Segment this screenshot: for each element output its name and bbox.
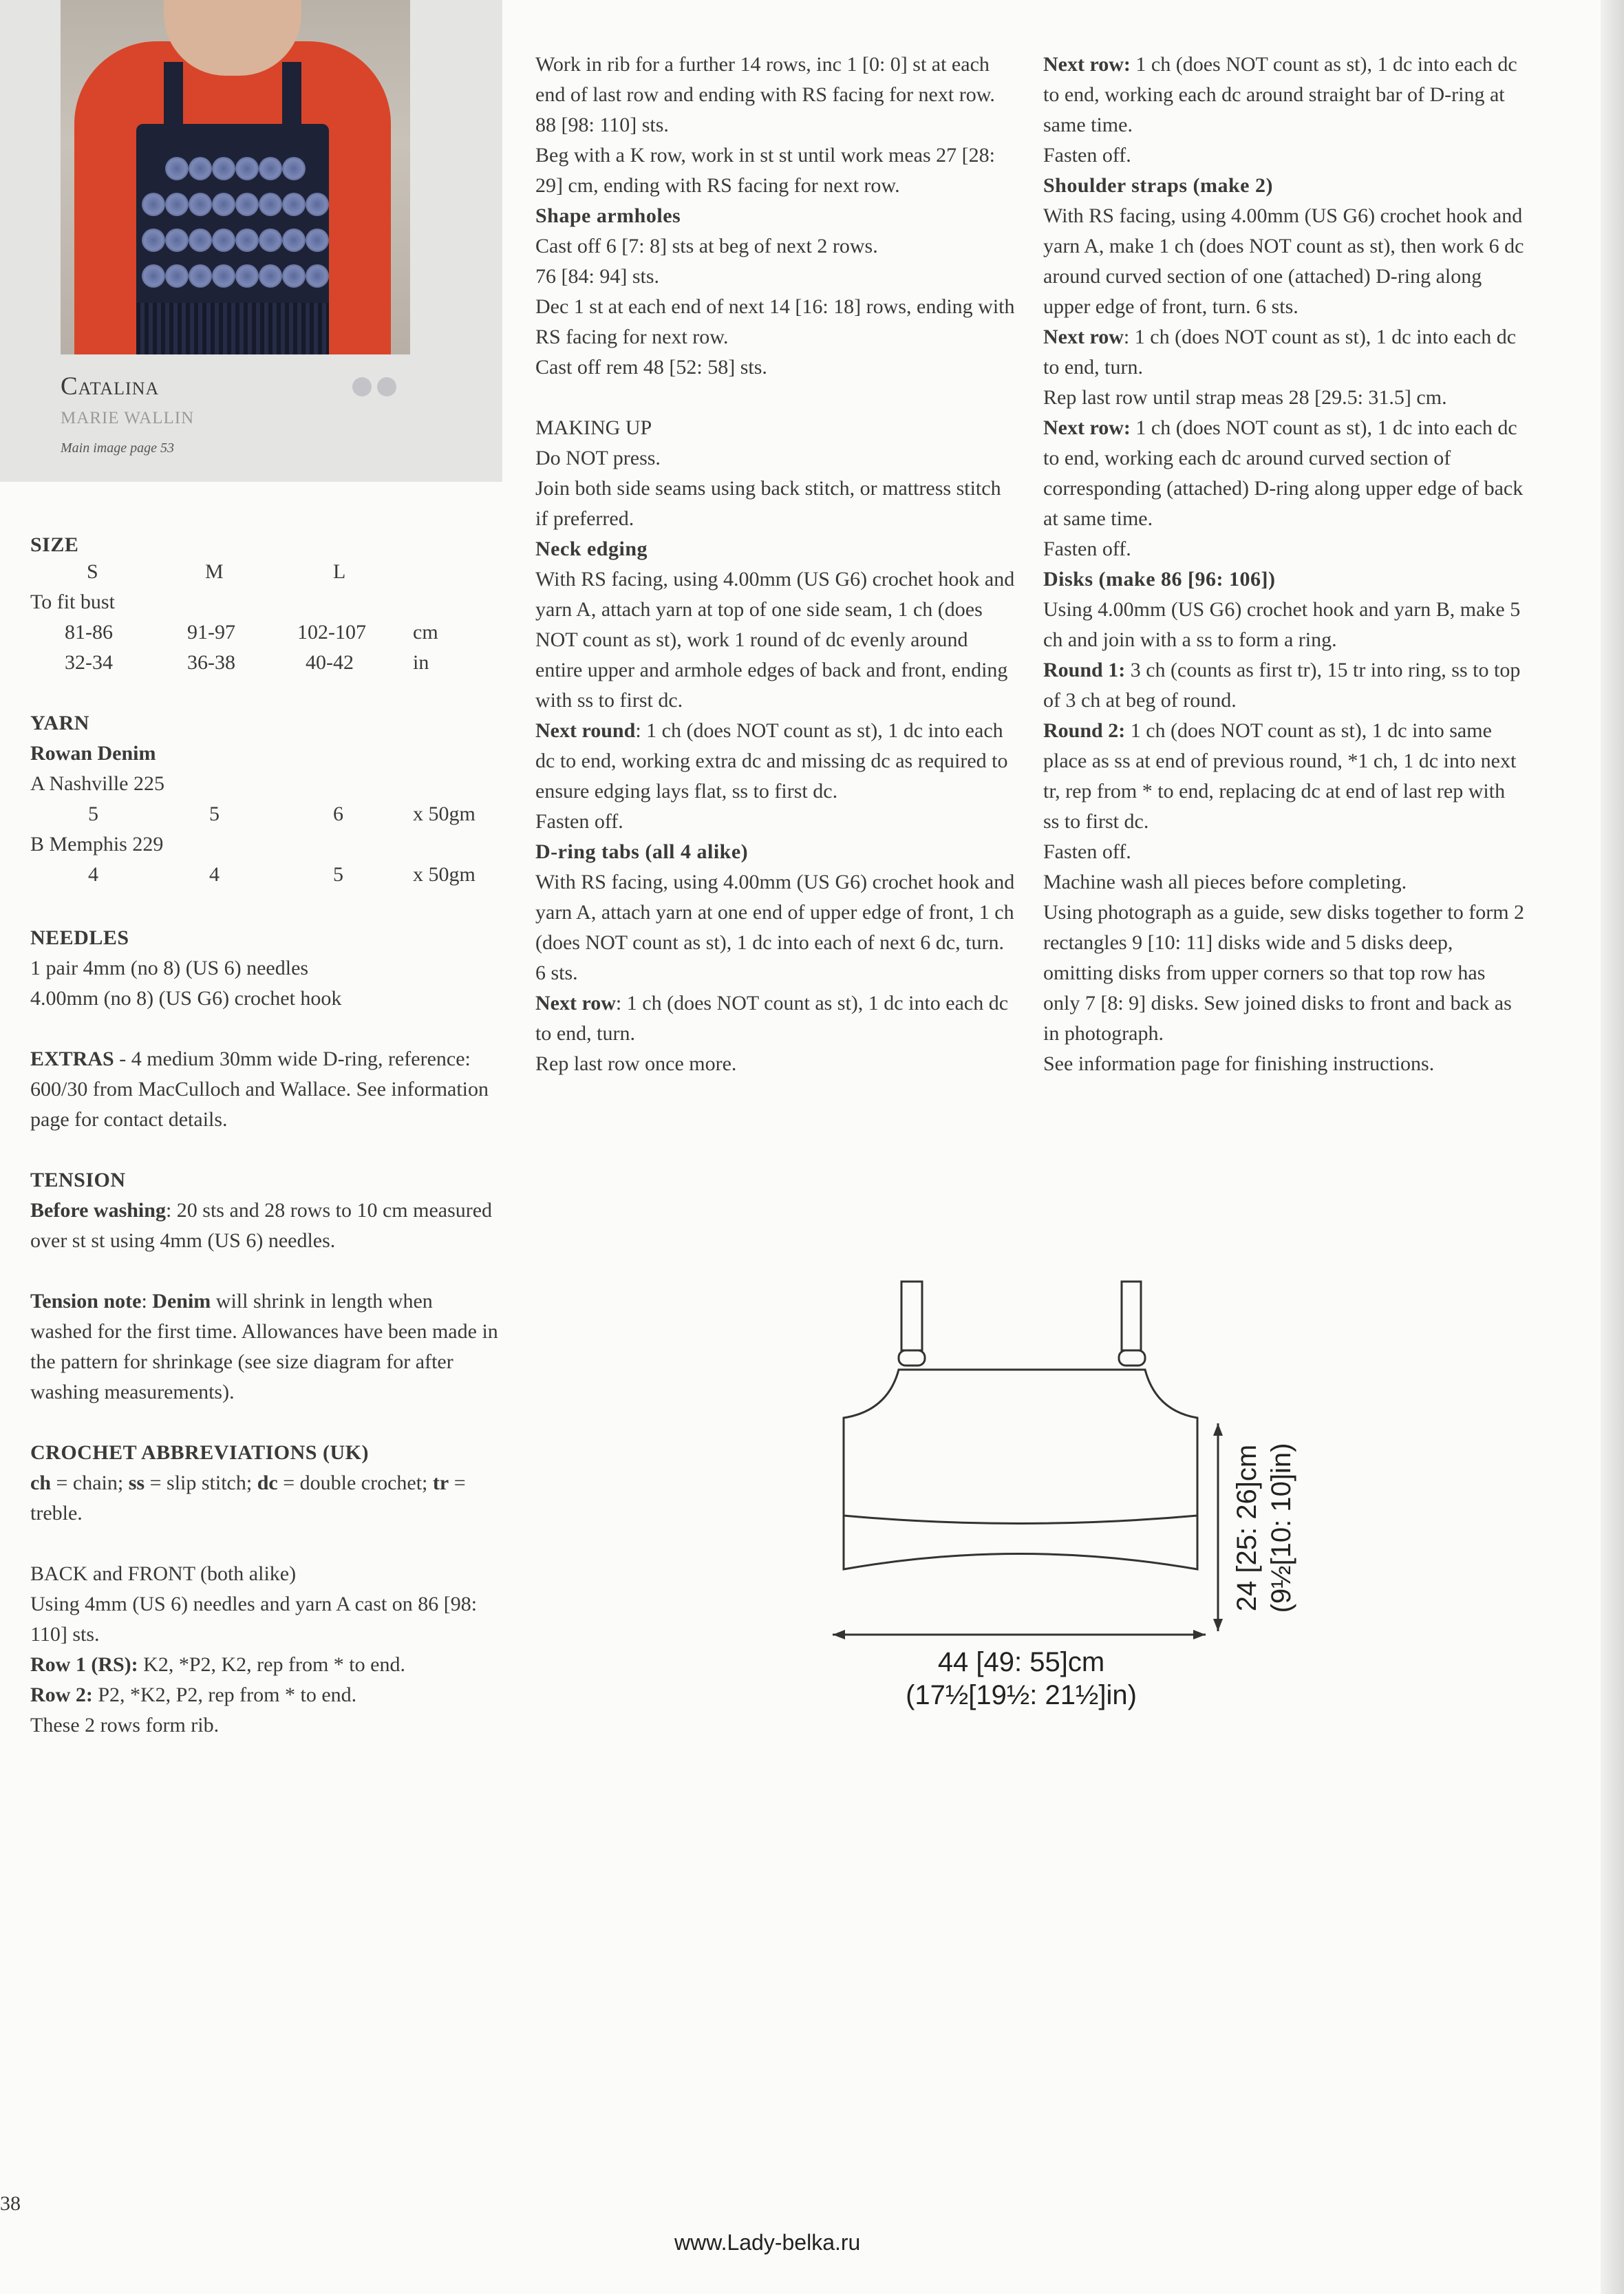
width-cm: 44 [49: 55]cm	[937, 1647, 1105, 1677]
disk-motif	[282, 193, 306, 216]
back-front-intro: Using 4mm (US 6) needles and yarn A cast on 86 [98: 110] sts.	[30, 1593, 478, 1646]
disk-motif	[235, 157, 259, 180]
next-row-1: Next row: 1 ch (does NOT count as st), 1 dc into each dc to end, working each dc around straight bar of D-ring at same time.	[1043, 53, 1517, 136]
needles-line-2: 4.00mm (no 8) (US G6) crochet hook	[30, 987, 342, 1010]
garment-schematic	[812, 1266, 1335, 1721]
width-in: (17½[19½: 21½]in)	[906, 1680, 1137, 1710]
disk-motif	[142, 229, 165, 252]
yarn-a-s: 5	[88, 803, 98, 825]
disk-motif	[259, 157, 282, 180]
dring-heading: D-ring tabs (all 4 alike)	[535, 840, 749, 863]
size-col-s: S	[87, 560, 98, 583]
main-image-reference: Main image page 53	[61, 440, 174, 456]
shape-3: Dec 1 st at each end of next 14 [16: 18] rows, ending with RS facing for next row.	[535, 295, 1015, 348]
disk-motif	[259, 264, 282, 288]
disk-motif	[282, 264, 306, 288]
yarn-b-s: 4	[88, 863, 98, 886]
yarn-b-unit: x 50gm	[413, 863, 476, 886]
fit-bust-label: To fit bust	[30, 591, 115, 613]
tension-heading: TENSION	[30, 1169, 126, 1191]
round-2: Round 2: 1 ch (does NOT count as st), 1 dc into same place as ss at end of previous round, *1 ch, 1 dc into next tr, rep from * to end, replacing dc at end of last rep with ss to first dc.	[1043, 719, 1517, 833]
disk-motif	[212, 229, 235, 252]
height-cm: 24 [25: 26]cm	[1232, 1444, 1262, 1612]
disk-motif	[306, 229, 329, 252]
st-st: Beg with a K row, work in st st until work meas 27 [28: 29] cm, ending with RS facing for next row.	[535, 144, 995, 197]
abbreviations-text: ch = chain; ss = slip stitch; dc = double crochet; tr = treble.	[30, 1472, 466, 1525]
left-strap	[901, 1282, 922, 1350]
fasten-off: Fasten off.	[535, 810, 623, 833]
tension-before: Before washing: 20 sts and 28 rows to 10 cm measured over st st using 4mm (US 6) needles.	[30, 1199, 493, 1252]
yarn-b-label: B Memphis 229	[30, 833, 164, 856]
round-1: Round 1: 3 ch (counts as first tr), 15 tr into ring, ss to top of 3 ch at beg of round.	[1043, 659, 1521, 712]
row-1: Row 1 (RS): K2, *P2, K2, rep from * to end.	[30, 1653, 405, 1676]
tension-note: Tension note: Denim will shrink in length when washed for the first time. Allowances have been made in the pattern for shrinkage (see size diagram for after washing measurements).	[30, 1290, 498, 1403]
disk-motif	[235, 193, 259, 216]
garment-body	[844, 1370, 1197, 1569]
next-round: Next round: 1 ch (does NOT count as st), 1 dc into each dc to end, working extra dc and missing dc as required to ensure edging lays flat, ss to first dc.	[535, 719, 1008, 803]
no-press: Do NOT press.	[535, 447, 661, 469]
yarn-a-unit: x 50gm	[413, 803, 476, 825]
join-seams: Join both side seams using back stitch, or mattress stitch if preferred.	[535, 477, 1001, 530]
disk-motif	[189, 157, 212, 180]
dring-text: With RS facing, using 4.00mm (US G6) crochet hook and yarn A, attach yarn at one end of upper edge of front, 1 ch (does NOT count as st), 1 dc into each of next 6 dc, turn. 6 sts.	[535, 871, 1015, 984]
bust-in-s: 32-34	[65, 651, 113, 674]
height-in: (9½[10: 10]in)	[1266, 1443, 1296, 1613]
shape-4: Cast off rem 48 [52: 58] sts.	[535, 356, 767, 379]
bust-cm-l: 102-107	[297, 621, 366, 644]
disk-motif	[189, 229, 212, 252]
neck-edging-heading: Neck edging	[535, 538, 648, 560]
right-dring	[1119, 1350, 1145, 1366]
rep-until: Rep last row until strap meas 28 [29.5: 31.5] cm.	[1043, 386, 1447, 409]
next-row: Next row: 1 ch (does NOT count as st), 1 dc into each dc to end, turn.	[535, 992, 1009, 1045]
disk-motif	[189, 193, 212, 216]
rib-closing: These 2 rows form rib.	[30, 1714, 220, 1737]
rib-continue: Work in rib for a further 14 rows, inc 1 [0: 0] st at each end of last row and ending with RS facing for next row. 88 [98: 110] sts.	[535, 53, 995, 136]
fasten-off-2: Fasten off.	[1043, 538, 1131, 560]
disk-motif	[259, 193, 282, 216]
needles-line-1: 1 pair 4mm (no 8) (US 6) needles	[30, 957, 309, 979]
yarn-brand: Rowan Denim	[30, 742, 156, 765]
disk-motif	[282, 157, 306, 180]
yarn-b-l: 5	[333, 863, 343, 886]
disk-motif	[212, 264, 235, 288]
disk-motif	[165, 157, 189, 180]
rep-once: Rep last row once more.	[535, 1052, 737, 1075]
making-up-heading: MAKING UP	[535, 416, 652, 439]
disk-motif	[235, 264, 259, 288]
shape-1: Cast off 6 [7: 8] sts at beg of next 2 rows.	[535, 235, 878, 257]
disk-motif	[189, 264, 212, 288]
bust-unit-in: in	[413, 651, 429, 674]
right-strap	[1122, 1282, 1141, 1350]
row-2: Row 2: P2, *K2, P2, rep from * to end.	[30, 1684, 357, 1706]
disk-motif	[306, 193, 329, 216]
back-front-heading: BACK and FRONT (both alike)	[30, 1562, 297, 1585]
disk-motif	[282, 229, 306, 252]
page-number: 38	[0, 2192, 21, 2215]
finishing: See information page for finishing instructions.	[1043, 1052, 1435, 1075]
abbreviations-heading: CROCHET ABBREVIATIONS (UK)	[30, 1441, 369, 1464]
yarn-b-m: 4	[209, 863, 220, 886]
disk-motif	[165, 193, 189, 216]
left-dring	[899, 1350, 925, 1366]
column-2	[535, 50, 1017, 1079]
disk-motif	[235, 229, 259, 252]
size-col-l: L	[333, 560, 346, 583]
neck-edging-text: With RS facing, using 4.00mm (US G6) crochet hook and yarn A, attach yarn at top of one side seam, 1 ch (does NOT count as st), work 1 round of dc evenly around entire upper and armhole edges of back and front, ending with ss to first dc.	[535, 568, 1015, 712]
needles-heading: NEEDLES	[30, 926, 129, 949]
extras-text: EXTRAS - 4 medium 30mm wide D-ring, reference: 600/30 from MacCulloch and Wallace. See information page for contact details.	[30, 1048, 489, 1131]
disk-motif	[165, 264, 189, 288]
disk-motif	[142, 193, 165, 216]
next-row-2: Next row: 1 ch (does NOT count as st), 1 dc into each dc to end, turn.	[1043, 326, 1517, 379]
next-row-3: Next row: 1 ch (does NOT count as st), 1 dc into each dc to end, working each dc around curved section of corresponding (attached) D-ring along upper edge of back at same time.	[1043, 416, 1524, 530]
disks-text: Using 4.00mm (US G6) crochet hook and yarn B, make 5 ch and join with a ss to form a ring.	[1043, 598, 1521, 651]
machine-wash: Machine wash all pieces before completing.	[1043, 871, 1407, 893]
column-1-lower	[30, 923, 498, 1741]
designer-name: MARIE WALLIN	[61, 409, 195, 427]
bust-cm-s: 81-86	[65, 621, 113, 644]
size-col-m: M	[205, 560, 224, 583]
skill-level-dots	[352, 377, 402, 400]
page-spine-shadow	[1601, 0, 1624, 2294]
shape-armholes-heading: Shape armholes	[535, 204, 681, 227]
bust-unit-cm: cm	[413, 621, 438, 644]
yarn-a-l: 6	[333, 803, 343, 825]
bust-cm-m: 91-97	[187, 621, 235, 644]
yarn-a-label: A Nashville 225	[30, 772, 164, 795]
footer-url: www.Lady-belka.ru	[674, 2230, 861, 2255]
shape-2: 76 [84: 94] sts.	[535, 265, 659, 288]
disks-heading: Disks (make 86 [96: 106])	[1043, 568, 1276, 591]
straps-text: With RS facing, using 4.00mm (US G6) crochet hook and yarn A, make 1 ch (does NOT count as st), then work 6 dc around curved section of one (attached) D-ring along upper edge of front, turn. 6 sts.	[1043, 204, 1524, 318]
disk-motif	[212, 157, 235, 180]
straps-heading: Shoulder straps (make 2)	[1043, 174, 1273, 197]
disk-motif	[212, 193, 235, 216]
disk-motif	[306, 264, 329, 288]
fasten-off-3: Fasten off.	[1043, 840, 1131, 863]
column-1	[30, 530, 498, 560]
disk-motif	[259, 229, 282, 252]
photo-panel	[0, 0, 502, 482]
size-heading: SIZE	[30, 533, 79, 556]
column-3	[1043, 50, 1525, 1079]
pattern-title: Catalina	[61, 372, 160, 401]
disk-motif	[142, 264, 165, 288]
rib-line	[844, 1516, 1197, 1524]
bust-in-m: 36-38	[187, 651, 235, 674]
disk-motif	[165, 229, 189, 252]
assembly: Using photograph as a guide, sew disks together to form 2 rectangles 9 [10: 11] disks wide and 5 disks deep, omitting disks from upper corners so that top row has only 7 [8: 9] disks. Sew joined disks to front and back as in photograph.	[1043, 901, 1525, 1045]
bust-in-l: 40-42	[306, 651, 354, 674]
model-photo	[61, 0, 410, 354]
fasten-off-1: Fasten off.	[1043, 144, 1131, 167]
yarn-heading: YARN	[30, 712, 89, 734]
yarn-a-m: 5	[209, 803, 220, 825]
